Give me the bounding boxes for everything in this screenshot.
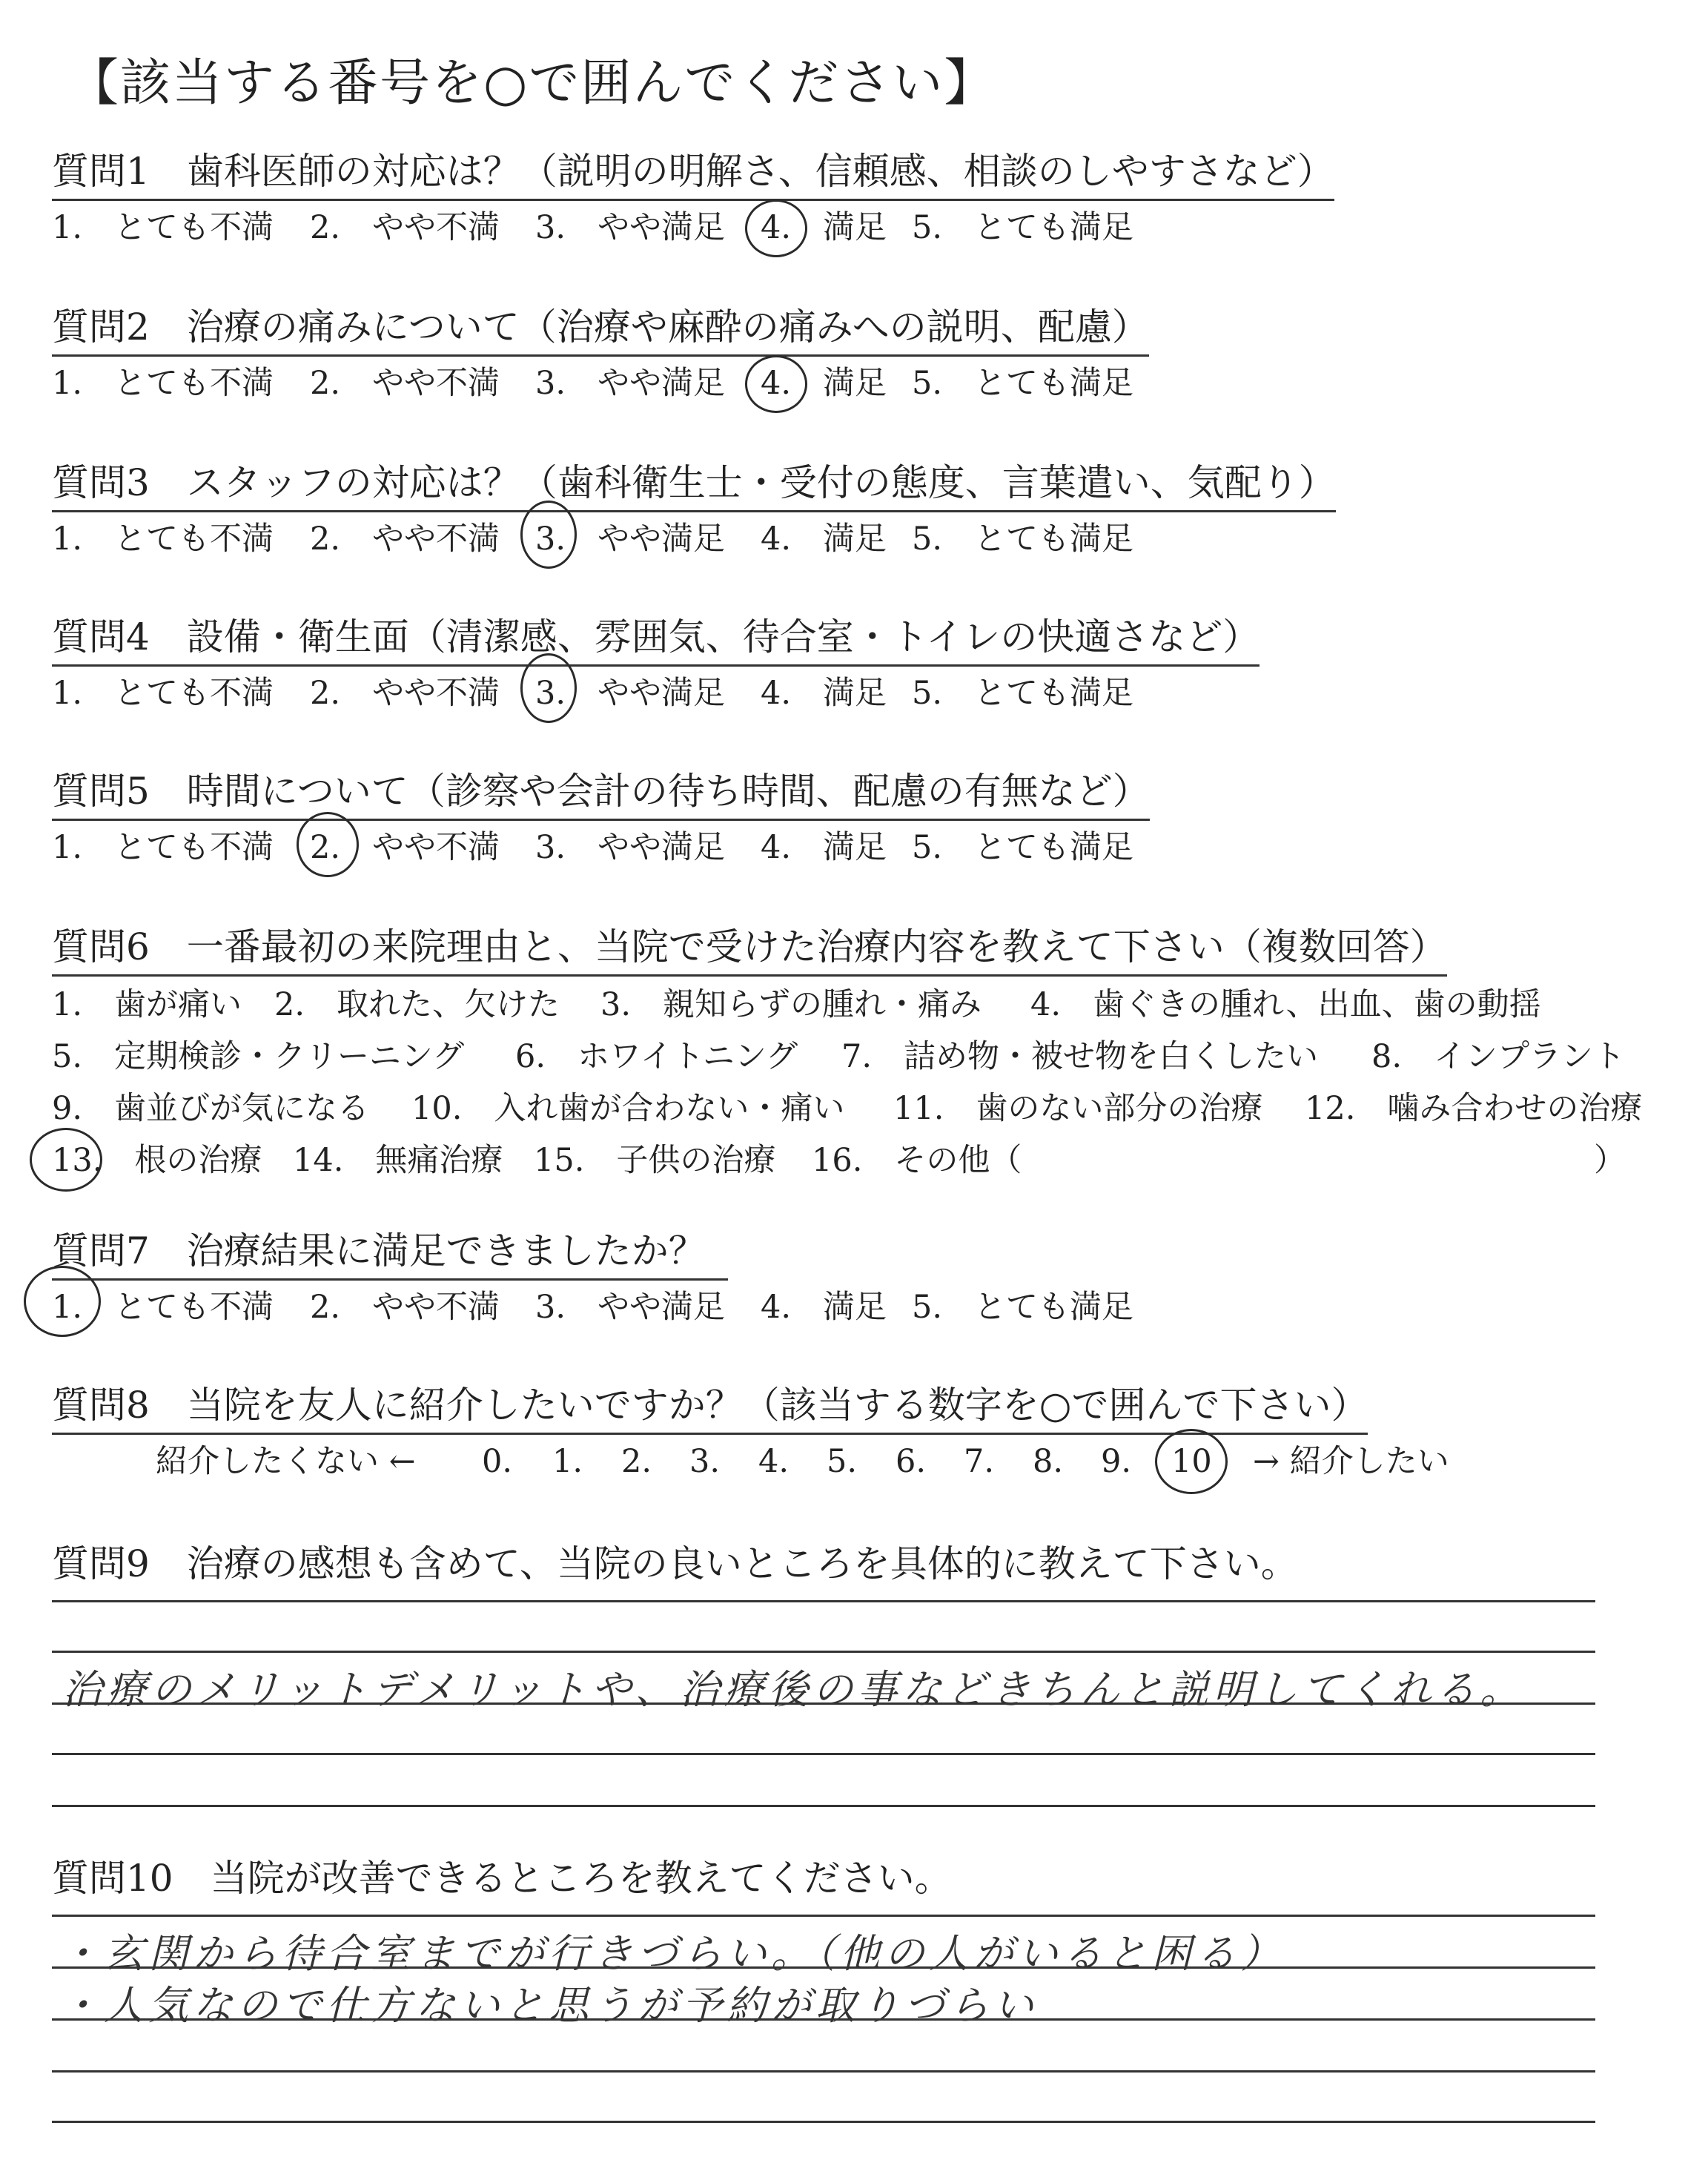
question-4-title: 質問4 設備・衛生面（清潔感、雰囲気、待合室・トイレの快適さなど） (52, 612, 1260, 667)
q6-option-2[interactable]: 2. 取れた、欠けた (274, 986, 560, 1023)
q8-number-6[interactable]: 6. (896, 1443, 927, 1480)
option-3[interactable]: 3. やや満足 (535, 209, 726, 246)
option-2[interactable]: 2. やや不満 (310, 209, 500, 246)
option-1[interactable]: 1. とても不満 (52, 829, 274, 866)
selection-circle (745, 355, 807, 413)
option-1[interactable]: 1. とても不満 (52, 521, 274, 558)
question-1-title: 質問1 歯科医師の対応は？（説明の明解さ、信頼感、相談のしやすさなど） (52, 147, 1334, 201)
option-2[interactable]: 2. やや不満 (310, 675, 500, 712)
selection-circle (1155, 1429, 1228, 1494)
q6-row-3 (52, 1086, 1643, 1131)
q6-option-15[interactable]: 15. 子供の治療 (534, 1142, 776, 1179)
option-4[interactable]: 4. 満足 (761, 209, 887, 246)
q6-option-8[interactable]: 8. インプラント (1371, 1038, 1626, 1075)
q8-number-0[interactable]: 0. (482, 1443, 513, 1480)
question-7 (52, 1226, 1134, 1330)
selection-circle (520, 653, 577, 723)
selection-circle (24, 1266, 101, 1337)
answer-line (52, 1805, 1595, 1807)
option-1[interactable]: 1. とても不満 (52, 675, 274, 712)
q10-handwritten-answer-1: ・玄関から待合室までが行きづらい。（他の人がいると困る） (59, 1930, 1285, 1977)
q8-number-3[interactable]: 3. (689, 1443, 721, 1480)
question-7-title: 質問7 治療結果に満足できましたか？ (52, 1226, 728, 1281)
answer-line (52, 2121, 1595, 2123)
option-2[interactable]: 2. やや不満 (310, 1289, 500, 1326)
selection-circle (745, 199, 807, 257)
q10-handwritten-answer-2: ・人気なので仕方ないと思うが予約が取りづらい (59, 1982, 1038, 2029)
option-2[interactable]: 2. やや不満 (310, 829, 500, 866)
answer-line (52, 1915, 1595, 1917)
question-3 (52, 458, 1336, 561)
option-3[interactable]: 3. やや満足 (535, 829, 726, 866)
q8-number-2[interactable]: 2. (621, 1443, 652, 1480)
selection-circle (520, 501, 577, 569)
option-3[interactable]: 3. やや満足 (535, 521, 726, 558)
q6-option-11[interactable]: 11. 歯のない部分の治療 (893, 1090, 1263, 1127)
question-1-options (52, 205, 1334, 250)
answer-line (52, 2070, 1595, 2073)
option-4[interactable]: 4. 満足 (761, 1289, 887, 1326)
q8-number-1[interactable]: 1. (552, 1443, 583, 1480)
option-3[interactable]: 3. やや満足 (535, 365, 726, 402)
question-10-title: 質問10 当院が改善できるところを教えてください。 (52, 1857, 952, 1900)
q6-option-16[interactable]: 16. その他（ (812, 1142, 1022, 1179)
question-6-title: 質問6 一番最初の来院理由と、当院で受けた治療内容を教えて下さい（複数回答） (52, 922, 1447, 977)
q6-option-12[interactable]: 12. 噛み合わせの治療 (1305, 1090, 1643, 1127)
selection-circle (30, 1128, 102, 1192)
option-1[interactable]: 1. とても不満 (52, 365, 274, 402)
q6-option-13[interactable]: 13. 根の治療 (52, 1142, 262, 1179)
question-5-title: 質問5 時間について（診察や会計の待ち時間、配慮の有無など） (52, 767, 1150, 821)
answer-line (52, 1600, 1595, 1602)
option-5[interactable]: 5. とても満足 (912, 1289, 1134, 1326)
q8-number-9[interactable]: 9. (1101, 1443, 1132, 1480)
option-3[interactable]: 3. やや満足 (535, 675, 726, 712)
question-2 (52, 303, 1149, 406)
question-2-title: 質問2 治療の痛みについて（治療や麻酔の痛みへの説明、配慮） (52, 303, 1149, 357)
selection-circle (297, 812, 359, 877)
q8-number-4[interactable]: 4. (758, 1443, 790, 1480)
q9-handwritten-answer: 治療のメリットデメリットや、治療後の事などきちんと説明してくれる。 (62, 1666, 1525, 1713)
option-3[interactable]: 3. やや満足 (535, 1289, 726, 1326)
question-6 (52, 922, 1643, 1183)
option-2[interactable]: 2. やや不満 (310, 521, 500, 558)
q6-row-2 (52, 1034, 1626, 1079)
q8-scale (52, 1439, 1449, 1484)
option-4[interactable]: 4. 満足 (761, 365, 887, 402)
q6-option-10[interactable]: 10. 入れ歯が合わない・痛い (411, 1090, 845, 1127)
option-4[interactable]: 4. 満足 (761, 521, 887, 558)
q8-number-7[interactable]: 7. (964, 1443, 995, 1480)
option-4[interactable]: 4. 満足 (761, 829, 887, 866)
q6-option-3[interactable]: 3. 親知らずの腫れ・痛み (600, 986, 982, 1023)
q6-option-7[interactable]: 7. 詰め物・被せ物を白くしたい (841, 1038, 1319, 1075)
q8-right-label: → 紹介したい (1253, 1443, 1449, 1480)
question-4-options (52, 671, 1260, 716)
option-2[interactable]: 2. やや不満 (310, 365, 500, 402)
option-5[interactable]: 5. とても満足 (912, 365, 1134, 402)
option-1[interactable]: 1. とても不満 (52, 1289, 274, 1326)
question-10 (52, 1854, 952, 1906)
question-9 (52, 1539, 1298, 1591)
question-1 (52, 147, 1334, 250)
q6-row-4 (52, 1138, 1626, 1183)
question-2-options (52, 361, 1149, 406)
q6-option-14[interactable]: 14. 無痛治療 (293, 1142, 503, 1179)
q6-row-1 (52, 982, 1541, 1027)
q8-number-10[interactable]: 10 (1171, 1443, 1212, 1480)
q6-option-9[interactable]: 9. 歯並びが気になる (52, 1090, 370, 1127)
q6-option-5[interactable]: 5. 定期検診・クリーニング (52, 1038, 465, 1075)
question-3-options (52, 517, 1336, 561)
question-7-options (52, 1285, 1134, 1330)
question-9-title: 質問9 治療の感想も含めて、当院の良いところを具体的に教えて下さい。 (52, 1542, 1298, 1585)
q6-option-1[interactable]: 1. 歯が痛い (52, 986, 242, 1023)
option-5[interactable]: 5. とても満足 (912, 675, 1134, 712)
question-8 (52, 1381, 1449, 1484)
q8-number-5[interactable]: 5. (827, 1443, 858, 1480)
q8-number-8[interactable]: 8. (1033, 1443, 1064, 1480)
option-1[interactable]: 1. とても不満 (52, 209, 274, 246)
question-4 (52, 612, 1260, 716)
answer-line (52, 1753, 1595, 1755)
q8-left-label: 紹介したくない ← (156, 1443, 416, 1480)
q6-option-4[interactable]: 4. 歯ぐきの腫れ、出血、歯の動揺 (1030, 986, 1541, 1023)
answer-line (52, 1651, 1595, 1653)
question-5-options (52, 825, 1150, 870)
page-title: 【該当する番号を○で囲んでください】 (68, 54, 996, 113)
question-5 (52, 767, 1150, 870)
q6-option-6[interactable]: 6. ホワイトニング (515, 1038, 798, 1075)
question-3-title: 質問3 スタッフの対応は？（歯科衛生士・受付の態度、言葉遣い、気配り） (52, 458, 1336, 512)
option-5[interactable]: 5. とても満足 (912, 209, 1134, 246)
option-5[interactable]: 5. とても満足 (912, 829, 1134, 866)
option-5[interactable]: 5. とても満足 (912, 521, 1134, 558)
q6-other-close-paren: ） (1594, 1142, 1626, 1179)
question-8-title: 質問8 当院を友人に紹介したいですか？（該当する数字を○で囲んで下さい） (52, 1381, 1368, 1435)
option-4[interactable]: 4. 満足 (761, 675, 887, 712)
